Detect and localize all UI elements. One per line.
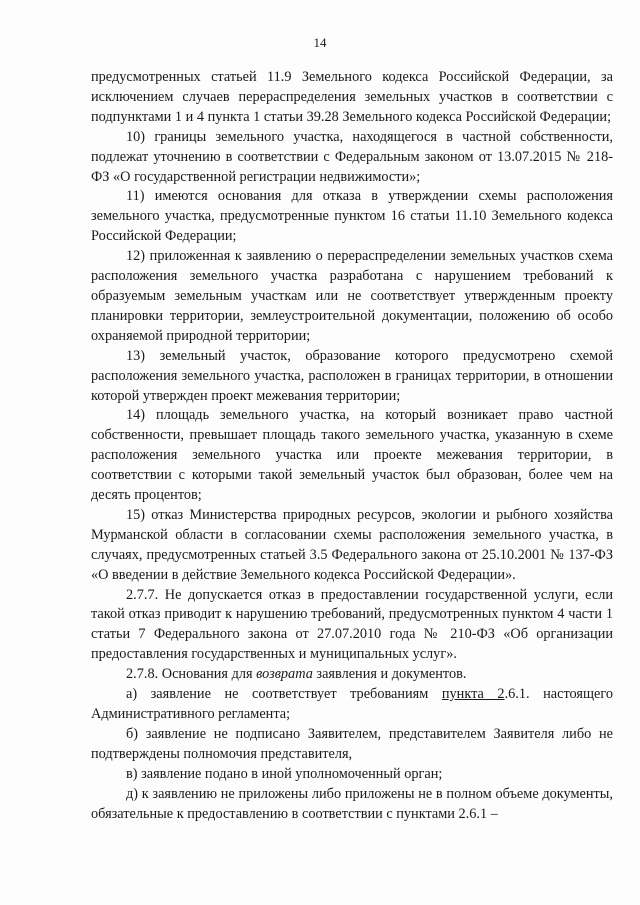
paragraph-2-7-8-text-start: 2.7.8. Основания для: [126, 666, 257, 683]
page-number: 14: [313, 35, 327, 50]
paragraph-item-10: 10) границы земельного участка, находящегося в частной собственности, подлежат уточнению в соответствии с Федеральным законом от 13.07.2015 № 218-ФЗ «О государственной регистрации недвижимости»;: [91, 128, 613, 185]
paragraph-subitem-d: д) к заявлению не приложены либо приложены не в полном объеме документы, обязательные к предоставлению в соответствии с пунктами 2.6.1 –: [91, 785, 613, 822]
paragraph-item-14: 14) площадь земельного участка, на который возникает право частной собственности, превышает площадь такого земельного участка, указанную в схеме расположения земельного участка или проекте межевания территории, в соответствии с которыми такой земельный участок был образован, более чем на десять процентов;: [91, 407, 613, 504]
paragraph-subitem-a: [91, 685, 613, 725]
subitem-a-text-end: .6.1. настоящего Административного регламента;: [91, 686, 614, 722]
paragraph-continuation: предусмотренных статьей 11.9 Земельного кодекса Российской Федерации, за исключением случаев перераспределения земельных участков в соответствии с подпунктами 1 и 4 пункта 1 статьи 39.28 Земельного кодекса Российской Федерации;: [91, 69, 613, 125]
paragraph-item-12: 12) приложенная к заявлению о перераспределении земельных участков схема расположения земельного участка разработана с нарушением требований к образуемым земельным участкам или не соответствует утвержденным проекту планировки территории, землеустроительной документации, положению об особо охраняемой природной территории;: [91, 248, 613, 344]
paragraph-2-7-8-emphasis: возврата: [256, 666, 313, 683]
paragraph-2-7-8: [91, 665, 613, 685]
paragraph-item-13: 13) земельный участок, образование которого предусмотрено схемой расположения земельного участка, расположен в границах территории, в отношении которой утвержден проект межевания территории;: [91, 347, 613, 404]
subitem-a-reference-link[interactable]: пункта 2: [441, 686, 505, 703]
paragraph-subitem-b: б) заявление не подписано Заявителем, представителем Заявителя либо не подтверждены полномочия представителя,: [91, 725, 613, 762]
paragraph-2-7-7: 2.7.7. Не допускается отказ в предоставлении государственной услуги, если такой отказ приводит к нарушению требований, предусмотренных пунктом 4 части 1 статьи 7 Федерального закона от 27.07.2010 года № 210-ФЗ «Об организации предоставления государственных и муниципальных услуг».: [91, 586, 613, 663]
subitem-a-text-start: а) заявление не соответствует требованиям: [126, 686, 442, 703]
paragraph-item-15: 15) отказ Министерства природных ресурсов, экологии и рыбного хозяйства Мурманской области в согласовании схемы расположения земельного участка, в случаях, предусмотренных статьей 3.5 Федерального закона от 25.10.2001 № 137-ФЗ «О введении в действие Земельного кодекса Российской Федерации».: [91, 506, 613, 583]
paragraph-item-11: 11) имеются основания для отказа в утверждении схемы расположения земельного участка, предусмотренные пунктом 16 статьи 11.10 Земельного кодекса Российской Федерации;: [91, 188, 613, 245]
document-body: [91, 68, 613, 824]
paragraph-subitem-v: в) заявление подано в иной уполномоченный орган;: [126, 765, 443, 782]
paragraph-2-7-8-text-end: заявления и документов.: [312, 666, 467, 683]
